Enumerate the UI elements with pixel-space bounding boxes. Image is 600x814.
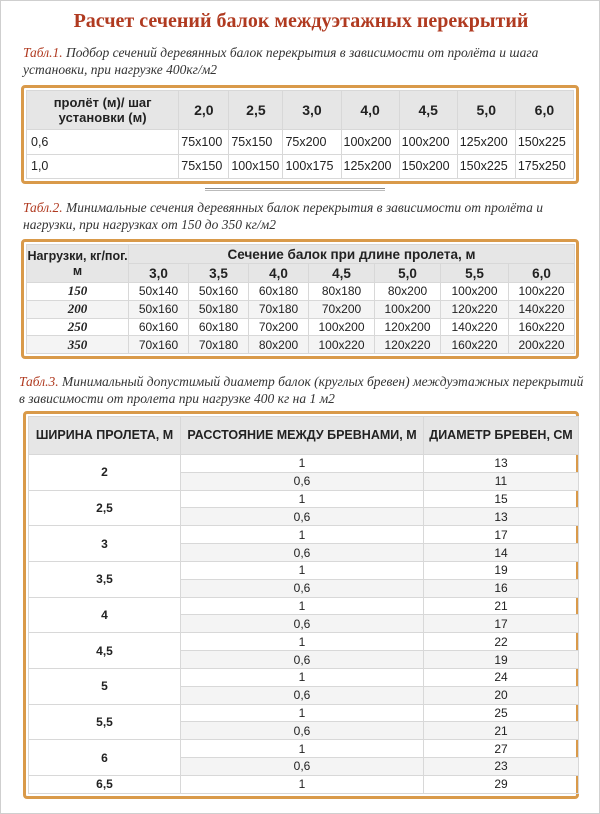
table3-col-header: ДИАМЕТР БРЕВЕН, СМ	[424, 417, 579, 455]
table1-header-row	[27, 91, 574, 130]
table-cell: 50x180	[189, 300, 249, 318]
table-row	[27, 336, 575, 354]
table3-diameter: 24	[424, 668, 579, 686]
table-cell: 120x200	[375, 318, 441, 336]
table1-row-label: 0,6	[27, 130, 179, 155]
table3-span-width: 3,5	[29, 561, 181, 597]
table-cell: 75x150	[179, 154, 229, 179]
table-row	[27, 318, 575, 336]
table3-diameter: 13	[424, 508, 579, 526]
table3-diameter: 11	[424, 472, 579, 490]
table3-spacing: 1	[181, 561, 424, 579]
table3-spacing: 1	[181, 455, 424, 473]
table-cell: 60x180	[249, 283, 309, 301]
table1-col-header: 2,0	[179, 91, 229, 130]
table3-frame	[23, 411, 579, 799]
table1-col-header: 5,0	[457, 91, 515, 130]
table3-diameter: 27	[424, 740, 579, 758]
table3-caption-text: Минимальный допустимый диаметр балок (круглых бревен) междуэтажных перекрытий в зависимости от пролета при нагрузке 400 кг на 1 м2	[19, 374, 584, 406]
table1-col-header: 4,0	[341, 91, 399, 130]
table-row	[29, 455, 579, 473]
table3-spacing: 1	[181, 775, 424, 793]
table3-spacing: 0,6	[181, 758, 424, 776]
table-row	[29, 633, 579, 651]
table-cell: 100x150	[229, 154, 283, 179]
table2-frame	[21, 239, 579, 359]
table-cell: 100x200	[309, 318, 375, 336]
table3-span-width: 6,5	[29, 775, 181, 793]
table-cell: 140x220	[441, 318, 509, 336]
table-cell: 100x220	[309, 336, 375, 354]
table-cell: 75x100	[179, 130, 229, 155]
table-cell: 70x180	[249, 300, 309, 318]
table-cell: 140x220	[509, 300, 575, 318]
table-cell: 175x250	[515, 154, 573, 179]
table1	[26, 90, 574, 179]
table-row	[29, 704, 579, 722]
table-row	[29, 668, 579, 686]
table3-spacing: 0,6	[181, 579, 424, 597]
table3-spacing: 1	[181, 668, 424, 686]
table2-col-header: 5,0	[375, 264, 441, 283]
table-cell: 80x200	[249, 336, 309, 354]
table3-caption	[19, 374, 585, 407]
table3-spacing: 0,6	[181, 651, 424, 669]
table3-span-width: 6	[29, 740, 181, 776]
table2-col-header: 3,0	[129, 264, 189, 283]
table3-spacing: 0,6	[181, 686, 424, 704]
table3-spacing: 0,6	[181, 472, 424, 490]
table3-diameter: 21	[424, 722, 579, 740]
table3-col-header: РАССТОЯНИЕ МЕЖДУ БРЕВНАМИ, М	[181, 417, 424, 455]
table-cell: 70x180	[189, 336, 249, 354]
table2-row-label: 200	[27, 300, 129, 318]
table1-caption-text: Подбор сечений деревянных балок перекрытия в зависимости от пролёта и шага установки, при нагрузке 400кг/м2	[23, 45, 539, 77]
table-cell: 100x200	[399, 130, 457, 155]
table2-caption-text: Минимальные сечения деревянных балок перекрытия в зависимости от пролёта и нагрузки, при нагрузках от 150 до 350 кг/м2	[23, 200, 543, 232]
table3-spacing: 0,6	[181, 544, 424, 562]
table3-diameter: 17	[424, 526, 579, 544]
table3-diameter: 19	[424, 561, 579, 579]
table1-caption	[23, 45, 583, 78]
table-cell: 150x225	[515, 130, 573, 155]
table2-header-row	[27, 245, 575, 264]
table2-col-header: 4,0	[249, 264, 309, 283]
table-cell: 80x200	[375, 283, 441, 301]
table3-spacing: 0,6	[181, 722, 424, 740]
table-cell: 125x200	[341, 154, 399, 179]
table3-span-width: 2	[29, 455, 181, 491]
table3-diameter: 29	[424, 775, 579, 793]
table1-col-header: 3,0	[283, 91, 341, 130]
table3-span-width: 3	[29, 526, 181, 562]
table-cell: 50x140	[129, 283, 189, 301]
table2-caption-label: Табл.2.	[23, 200, 63, 215]
table3-spacing: 1	[181, 526, 424, 544]
table3-spacing: 1	[181, 490, 424, 508]
table3-diameter: 22	[424, 633, 579, 651]
table-cell: 100x200	[441, 283, 509, 301]
table-row	[29, 775, 579, 793]
table-cell: 160x220	[441, 336, 509, 354]
table1-col-header: 6,0	[515, 91, 573, 130]
table2-row-label: 350	[27, 336, 129, 354]
table3-span-width: 5	[29, 668, 181, 704]
table-cell: 125x200	[457, 130, 515, 155]
table-row	[27, 283, 575, 301]
table3-diameter: 16	[424, 579, 579, 597]
table-cell: 200x220	[509, 336, 575, 354]
table-cell: 50x160	[129, 300, 189, 318]
table3-diameter: 14	[424, 544, 579, 562]
table3-diameter: 19	[424, 651, 579, 669]
table3-spacing: 1	[181, 740, 424, 758]
table1-col-header: 2,5	[229, 91, 283, 130]
table-row	[27, 154, 574, 179]
table3-caption-label: Табл.3.	[19, 374, 59, 389]
table3-diameter: 23	[424, 758, 579, 776]
table-cell: 120x220	[375, 336, 441, 354]
table-cell: 70x160	[129, 336, 189, 354]
table3-col-header: ШИРИНА ПРОЛЕТА, М	[29, 417, 181, 455]
table-cell: 150x225	[457, 154, 515, 179]
table3-diameter: 21	[424, 597, 579, 615]
table3-diameter: 17	[424, 615, 579, 633]
page-title: Расчет сечений балок междуэтажных перекрытий	[73, 10, 529, 32]
table1-caption-label: Табл.1.	[23, 45, 63, 60]
table-row	[27, 130, 574, 155]
table1-corner-header: пролёт (м)/ шаг установки (м)	[27, 91, 179, 130]
table2-row-label: 250	[27, 318, 129, 336]
table3-diameter: 25	[424, 704, 579, 722]
divider	[205, 188, 385, 191]
table2-row-label: 150	[27, 283, 129, 301]
table-cell: 100x200	[375, 300, 441, 318]
table-cell: 60x160	[129, 318, 189, 336]
table-cell: 75x200	[283, 130, 341, 155]
table-row	[29, 740, 579, 758]
table-cell: 120x220	[441, 300, 509, 318]
table3-spacing: 0,6	[181, 615, 424, 633]
table2-corner-header: Нагрузки, кг/пог. м	[27, 245, 129, 283]
table3-span-width: 5,5	[29, 704, 181, 740]
table3-spacing: 0,6	[181, 508, 424, 526]
table1-row-label: 1,0	[27, 154, 179, 179]
table3-spacing: 1	[181, 633, 424, 651]
table-row	[29, 561, 579, 579]
table2-col-header: 3,5	[189, 264, 249, 283]
table3-diameter: 15	[424, 490, 579, 508]
table-row	[27, 300, 575, 318]
table-cell: 70x200	[309, 300, 375, 318]
table3-span-width: 2,5	[29, 490, 181, 526]
table3-span-width: 4,5	[29, 633, 181, 669]
table-cell: 80x180	[309, 283, 375, 301]
table-cell: 50x160	[189, 283, 249, 301]
table1-frame	[21, 85, 579, 184]
table2-caption	[23, 200, 583, 233]
table3-spacing: 1	[181, 597, 424, 615]
table-cell: 100x220	[509, 283, 575, 301]
table-cell: 70x200	[249, 318, 309, 336]
table3-span-width: 4	[29, 597, 181, 633]
table1-col-header: 4,5	[399, 91, 457, 130]
table-cell: 75x150	[229, 130, 283, 155]
table-cell: 160x220	[509, 318, 575, 336]
table-cell: 60x180	[189, 318, 249, 336]
table2-col-header: 4,5	[309, 264, 375, 283]
table-row	[29, 597, 579, 615]
table3-diameter: 13	[424, 455, 579, 473]
table3	[28, 416, 579, 794]
table2-col-header: 5,5	[441, 264, 509, 283]
table2-group-header: Сечение балок при длине пролета, м	[129, 245, 575, 264]
table-row	[29, 490, 579, 508]
table-cell: 100x200	[341, 130, 399, 155]
table2-col-header: 6,0	[509, 264, 575, 283]
table3-spacing: 1	[181, 704, 424, 722]
table-row	[29, 526, 579, 544]
table-cell: 150x200	[399, 154, 457, 179]
table3-header-row	[29, 417, 579, 455]
table-cell: 100x175	[283, 154, 341, 179]
table3-diameter: 20	[424, 686, 579, 704]
table2	[26, 244, 575, 354]
